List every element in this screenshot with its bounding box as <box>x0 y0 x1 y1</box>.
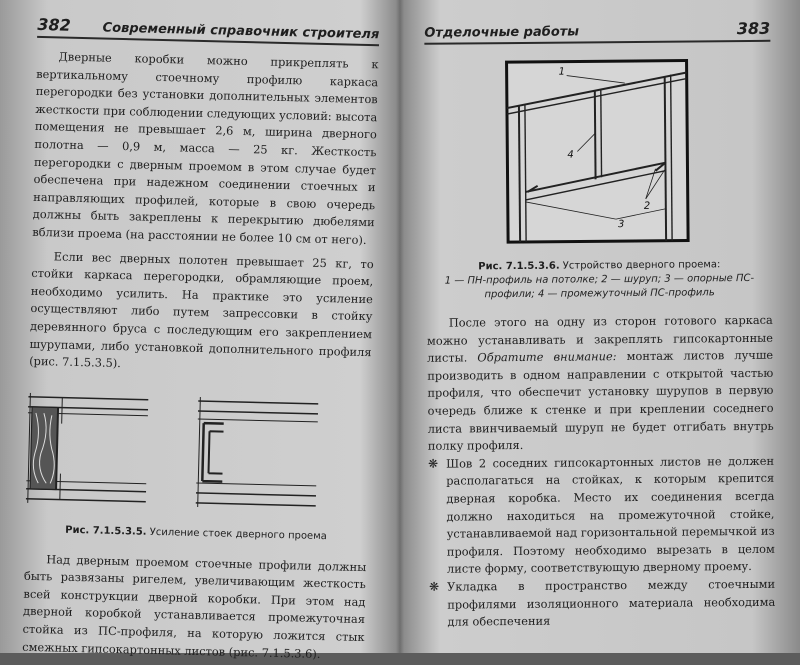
page-number: 382 <box>37 14 72 35</box>
stud-reinforcement-drawing <box>25 392 370 520</box>
figure-title: Устройство дверного проема: <box>562 259 721 272</box>
label-2: 2 <box>643 200 651 212</box>
label-3: 3 <box>617 219 625 231</box>
bullet-text: Шов 2 соседних гипсокартонных листов не должен располагаться на стойках, к которым крепится дверная коробка. Место их соединения всегда должно находиться на промежуточной стойке, устанавливаемой над горизонтальной перемычкой из профиля. Поэтому необходимо вырезать в целом листе форму, соответствующую дверному проему. <box>445 453 775 576</box>
asterisk-bullet-icon: ❋ <box>427 456 439 471</box>
label-1: 1 <box>558 66 566 78</box>
detail-wood-insert <box>26 392 149 505</box>
bullet-item <box>428 453 775 579</box>
figure-number: Рис. 7.1.5.3.6. <box>478 260 560 273</box>
asterisk-bullet-icon: ❋ <box>429 579 440 594</box>
paragraph: Дверные коробки можно прикреплять к вертикальному стоечному профилю каркаса перегородки без установки дополнительных элементов жесткости при соблюдении следующих условий: высота помещения не превышает 2,6 м, ширина дверного полотна — 0,9 м, масса — 25 кг. Жесткость перегородки с дверным проемом в этом случае будет обеспечена при надежном соединении стоечных и направляющих профилей, которые в свою очередь должны быть закреплены к перекрытию дюбелями вблизи проема (на расстоянии не более 10 см от него). <box>32 49 379 247</box>
label-4: 4 <box>567 149 574 161</box>
paragraph-text: монтаж листов лучше производить в одном направлении с открытой частью профиля, что обеспечит установку шурупов в первую очередь ближе к стенке и при креплении соседнего листа ввинчиваемый шуруп не будет отгибать внутрь полку профиля. <box>427 347 774 453</box>
right-page-header <box>424 19 770 45</box>
bullet-item <box>429 576 775 632</box>
paragraph: Если вес дверных полотен превышает 25 кг, то стойки каркаса перегородки, обрамляющие проем, необходимо усилить. На практике это усиление осуществляют либо путем запрессовки в стойку деревянного бруса с последующим его закреплением шурупами, либо установкой дополнительного профиля (рис. 7.1.5.3.5). <box>29 248 374 371</box>
running-title: Отделочные работы <box>424 24 580 41</box>
figure-title: Усиление стоек дверного проема <box>149 526 327 542</box>
emphasis-note: Обратите внимание: <box>477 349 617 365</box>
figure-stud-reinforcement <box>25 392 370 530</box>
bullet-text: Укладка в пространство между стоечными профилями изоляционного материала необходима для обеспечения <box>447 576 776 629</box>
figure-door-opening <box>505 58 773 260</box>
paragraph <box>427 312 774 456</box>
detail-extra-profile <box>196 397 319 510</box>
figure-legend: 1 — ПН-профиль на потолке; 2 — шуруп; 3 — опорные ПС-профили; 4 — промежуточный ПС-профиль <box>444 272 755 301</box>
page-number: 383 <box>736 18 771 39</box>
paragraph: Над дверным проемом стоечные профили должны быть развязаны ригелем, увеличивающим жесткость всей конструкции дверной коробки. При этом над дверной коробкой устанавливается промежуточная стойка из ПС-профиля, на которую ложится стык смежных гипсокартонных листов (рис. 7.1.5.3.6). <box>22 551 367 661</box>
running-title: Современный справочник строителя <box>102 20 380 43</box>
figure-number: Рис. 7.1.5.3.5. <box>65 524 147 538</box>
left-page <box>0 0 398 663</box>
door-opening-drawing <box>505 59 691 245</box>
right-page <box>402 0 800 653</box>
paragraph-text: После этого на одну из сторон готового каркаса можно устанавливать и закреплять гипсокартонные листы. <box>426 312 774 365</box>
